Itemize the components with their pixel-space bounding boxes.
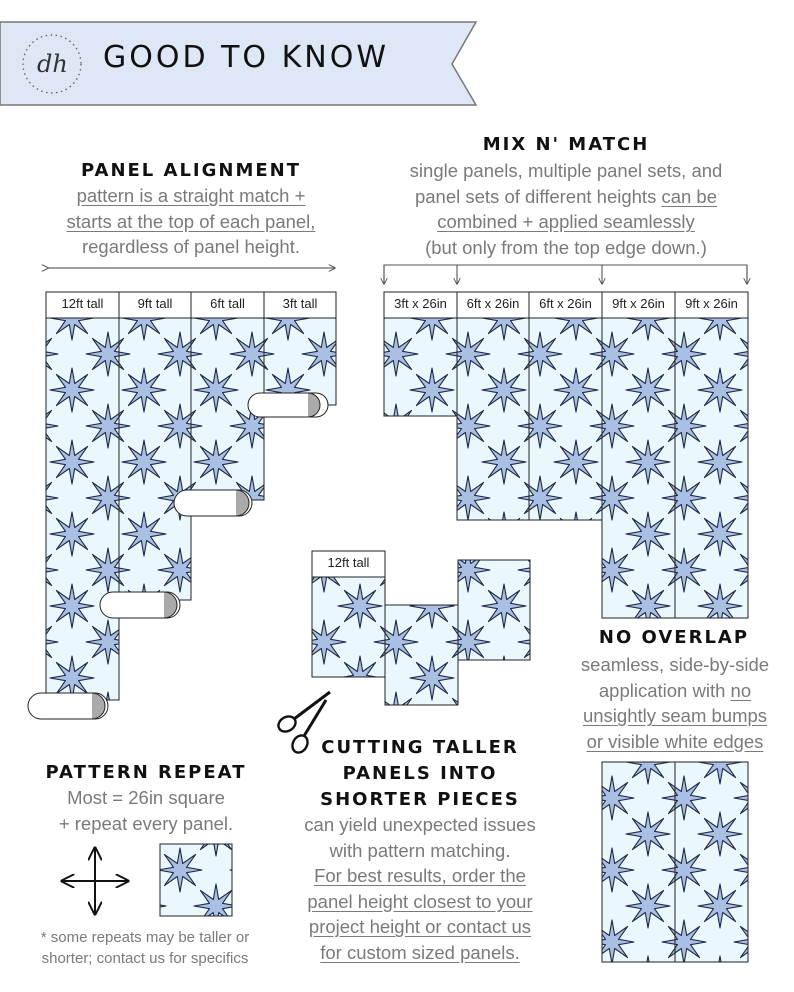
mix-match-line-4: (but only from the top edge down.)	[425, 236, 707, 258]
panel-label: 6ft x 26in	[466, 296, 520, 311]
panel-label: 9ft tall	[137, 296, 173, 311]
cutting-line-3: For best results, order the	[314, 865, 526, 886]
four-way-arrow-icon	[62, 848, 128, 914]
mix-match-line-1: single panels, multiple panel sets, and	[409, 160, 723, 181]
cutting-line-6: for custom sized panels.	[320, 941, 520, 963]
no-overlap-line-2a: application with	[598, 679, 731, 701]
cutting-line-4: panel height closest to your	[307, 890, 533, 912]
pattern-repeat-note-line-2: shorter; contact us for specifics	[41, 950, 249, 967]
panel-alignment-heading: PANEL ALIGNMENT	[80, 160, 302, 181]
panel-alignment-line-3: regardless of panel height.	[81, 236, 301, 257]
pattern-repeat-text	[26, 785, 266, 836]
cutting-line-2: with pattern matching.	[329, 839, 511, 861]
no-overlap-diagram	[602, 762, 748, 962]
cutting-heading-line-3: SHORTER PIECES	[320, 789, 520, 810]
panel-alignment-text	[30, 183, 352, 260]
panel-alignment-line-2: starts at the top of each panel,	[66, 210, 316, 232]
brand-logo: dh	[37, 50, 68, 78]
repeat-swatch	[160, 844, 232, 916]
panel-label: 12ft tall	[61, 296, 104, 311]
no-overlap-line-2	[560, 678, 790, 704]
mix-match-line-3: combined + applied seamlessly	[437, 211, 695, 232]
mix-match-line-2a: panel sets of different heights	[414, 185, 662, 207]
panel-label: 6ft tall	[210, 296, 245, 311]
cutting-heading-line-2: PANELS INTO	[342, 763, 498, 784]
no-overlap-line-4: or visible white edges	[586, 730, 764, 752]
piece-label: 12ft tall	[327, 555, 370, 570]
no-overlap-text	[560, 652, 790, 754]
cutting-line-5: project height or contact us	[308, 916, 532, 937]
pattern-repeat-line-1: Most = 26in square	[67, 787, 225, 808]
panel-label: 3ft x 26in	[394, 296, 447, 311]
pattern-repeat-heading: PATTERN REPEAT	[45, 762, 247, 783]
panel-alignment-line-1: pattern is a straight match +	[76, 185, 306, 206]
panel-label: 9ft x 26in	[685, 296, 738, 311]
pattern-repeat-note-line-1: * some repeats may be taller or	[40, 929, 250, 946]
cutting-text	[275, 812, 565, 965]
no-overlap-heading: NO OVERLAP	[598, 627, 750, 648]
cutting-line-1: can yield unexpected issues	[304, 814, 536, 835]
panel-alignment-diagram	[28, 292, 336, 719]
no-overlap-line-3: unsightly seam bumps	[582, 705, 768, 726]
panel-label: 9ft x 26in	[612, 296, 665, 311]
page-title: GOOD TO KNOW	[103, 40, 389, 75]
mix-match-heading: MIX N' MATCH	[482, 134, 650, 155]
no-overlap-line-1: seamless, side-by-side	[580, 654, 770, 675]
panel-label: 3ft tall	[282, 296, 318, 311]
mix-match-diagram	[384, 265, 747, 284]
no-overlap-line-2b: no	[730, 679, 752, 701]
cutting-heading	[300, 735, 540, 813]
mix-match-line-2b: can be	[661, 185, 718, 207]
pattern-repeat-line-2: + repeat every panel.	[58, 812, 234, 834]
mix-match-text	[370, 158, 762, 260]
pattern-repeat-note	[10, 927, 280, 969]
mix-match-line-2	[370, 184, 762, 210]
cutting-heading-line-1: CUTTING TALLER	[321, 737, 519, 758]
panel-label: 6ft x 26in	[539, 296, 592, 311]
